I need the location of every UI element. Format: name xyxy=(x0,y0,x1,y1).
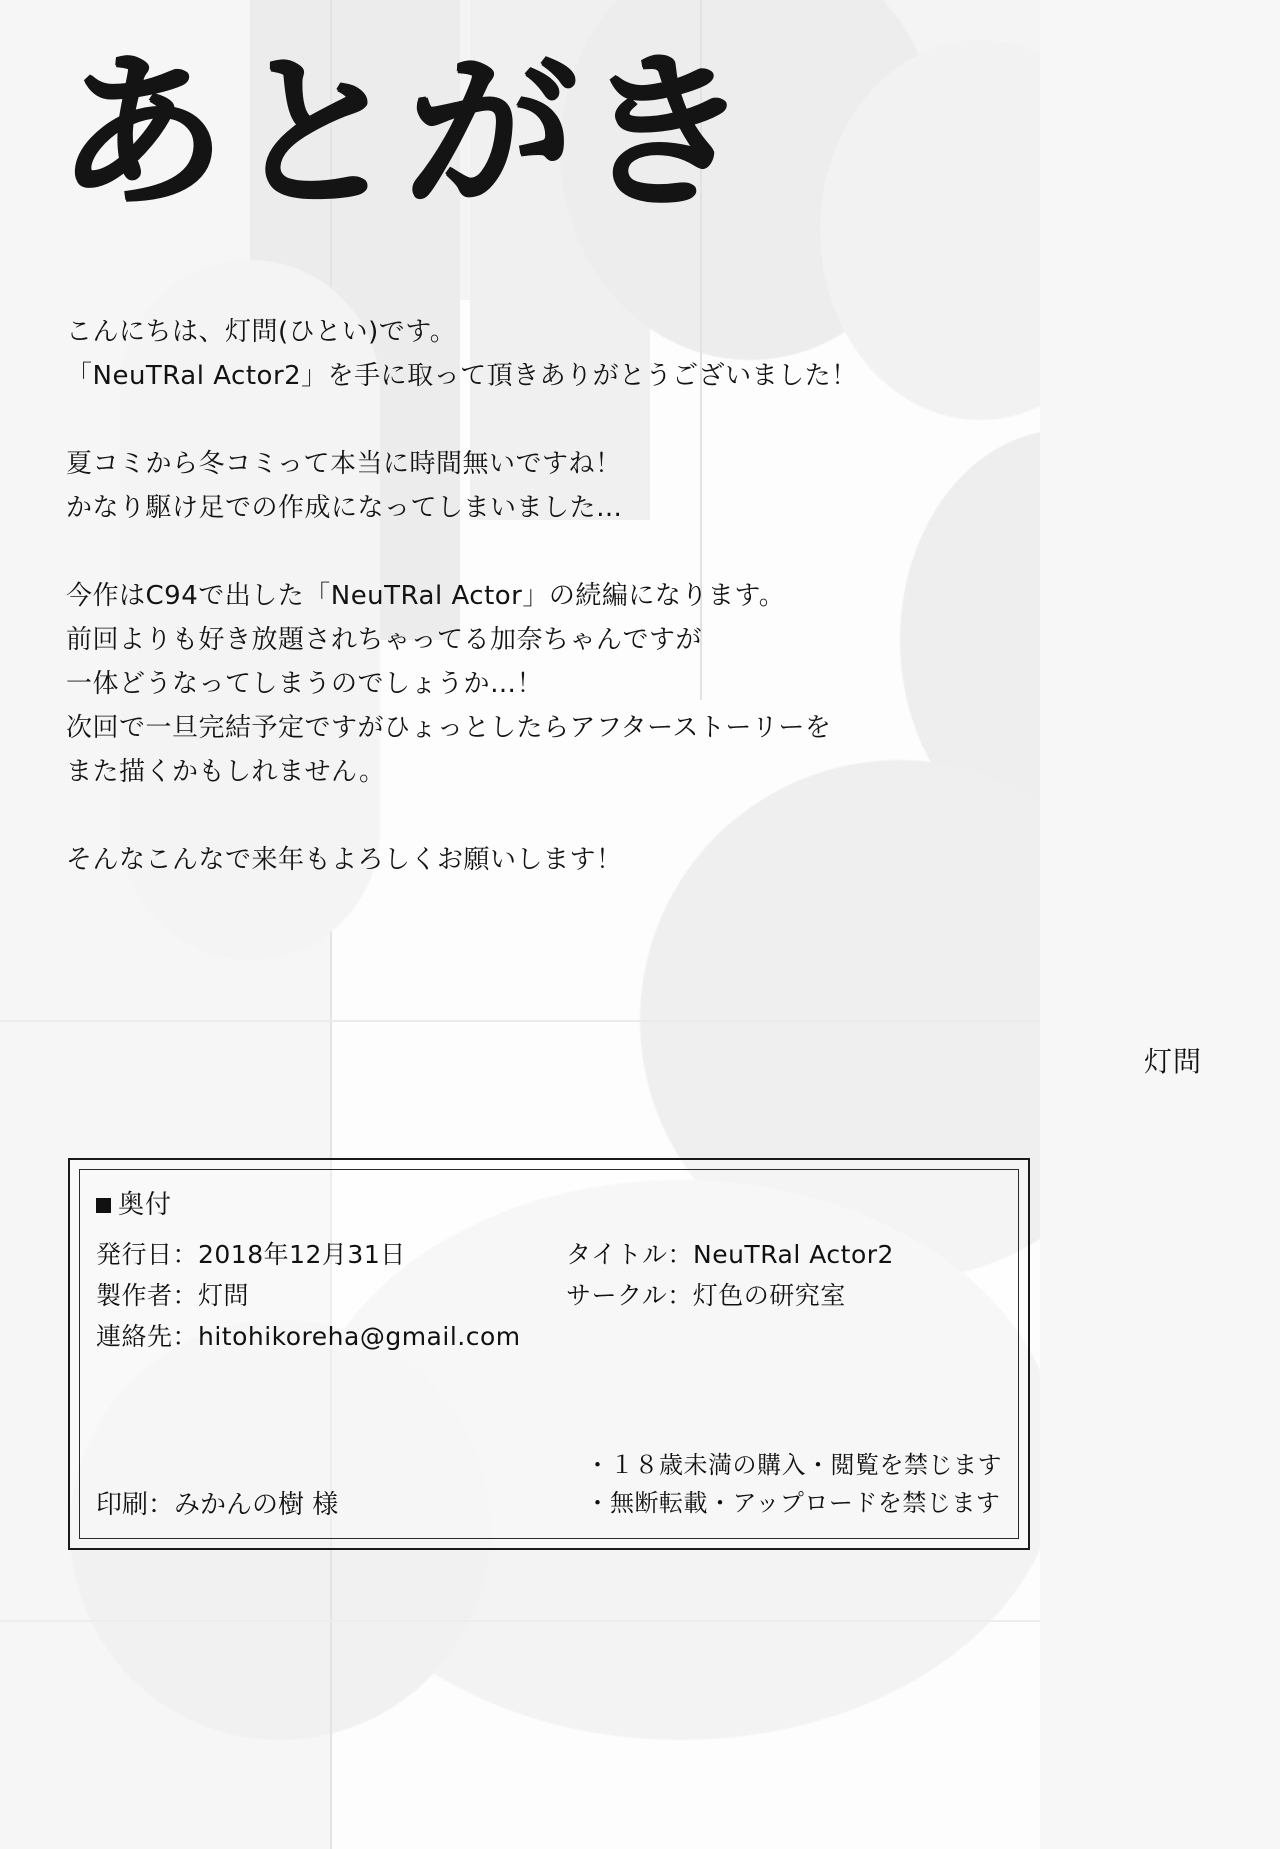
colophon-heading xyxy=(96,1188,1002,1222)
printer-credit: 印刷：みかんの樹 様 xyxy=(96,1490,339,1520)
afterword-line: そんなこんなで来年もよろしくお願いします！ xyxy=(66,845,623,875)
legal-notices xyxy=(586,1446,1003,1522)
afterword-line: 「NeuTRal Actor2」を手に取って頂きありがとうございました！ xyxy=(66,361,858,391)
afterword-line: 夏コミから冬コミって本当に時間無いですね！ xyxy=(66,449,622,479)
afterword-line: こんにちは、灯問(ひとい)です。 xyxy=(66,317,457,347)
publish-date: 発行日：2018年12月31日 xyxy=(96,1240,406,1269)
afterword-body xyxy=(66,310,1066,926)
colophon-box xyxy=(68,1158,1030,1550)
paragraph-3 xyxy=(66,574,1066,794)
author: 製作者：灯問 xyxy=(96,1281,250,1310)
work-title: タイトル：NeuTRal Actor2 xyxy=(566,1240,894,1269)
circle-name: サークル：灯色の研究室 xyxy=(566,1281,846,1310)
afterword-line: 一体どうなってしまうのでしょうか…！ xyxy=(66,669,544,699)
page-title: あとがき xyxy=(52,34,760,230)
paragraph-1 xyxy=(66,310,1066,398)
afterword-line: 次回で一旦完結予定ですがひょっとしたらアフターストーリーを xyxy=(66,713,832,743)
colophon-left-column xyxy=(96,1234,566,1357)
paragraph-2 xyxy=(66,442,1066,530)
colophon-content xyxy=(70,1160,1028,1548)
afterword-line: また描くかもしれません。 xyxy=(66,757,386,787)
colophon-right-column xyxy=(566,1234,996,1357)
afterword-line: 前回よりも好き放題されちゃってる加奈ちゃんですが xyxy=(66,625,703,655)
square-bullet-icon xyxy=(96,1198,111,1213)
colophon-columns xyxy=(96,1234,1002,1357)
age-restriction-notice: ・１８歳未満の購入・閲覧を禁じます xyxy=(585,1451,1002,1479)
contact-email: 連絡先：hitohikoreha@gmail.com xyxy=(96,1322,521,1351)
afterword-line: かなり駆け足での作成になってしまいました… xyxy=(66,493,623,523)
reproduction-notice: ・無断転載・アップロードを禁じます xyxy=(585,1489,1001,1517)
afterword-line: 今作はC94で出した「NeuTRal Actor」の続編になります。 xyxy=(66,581,786,611)
author-signature: 灯問 xyxy=(1143,1045,1202,1078)
colophon-heading-label: 奥付 xyxy=(118,1190,173,1220)
paragraph-4 xyxy=(66,838,1066,882)
